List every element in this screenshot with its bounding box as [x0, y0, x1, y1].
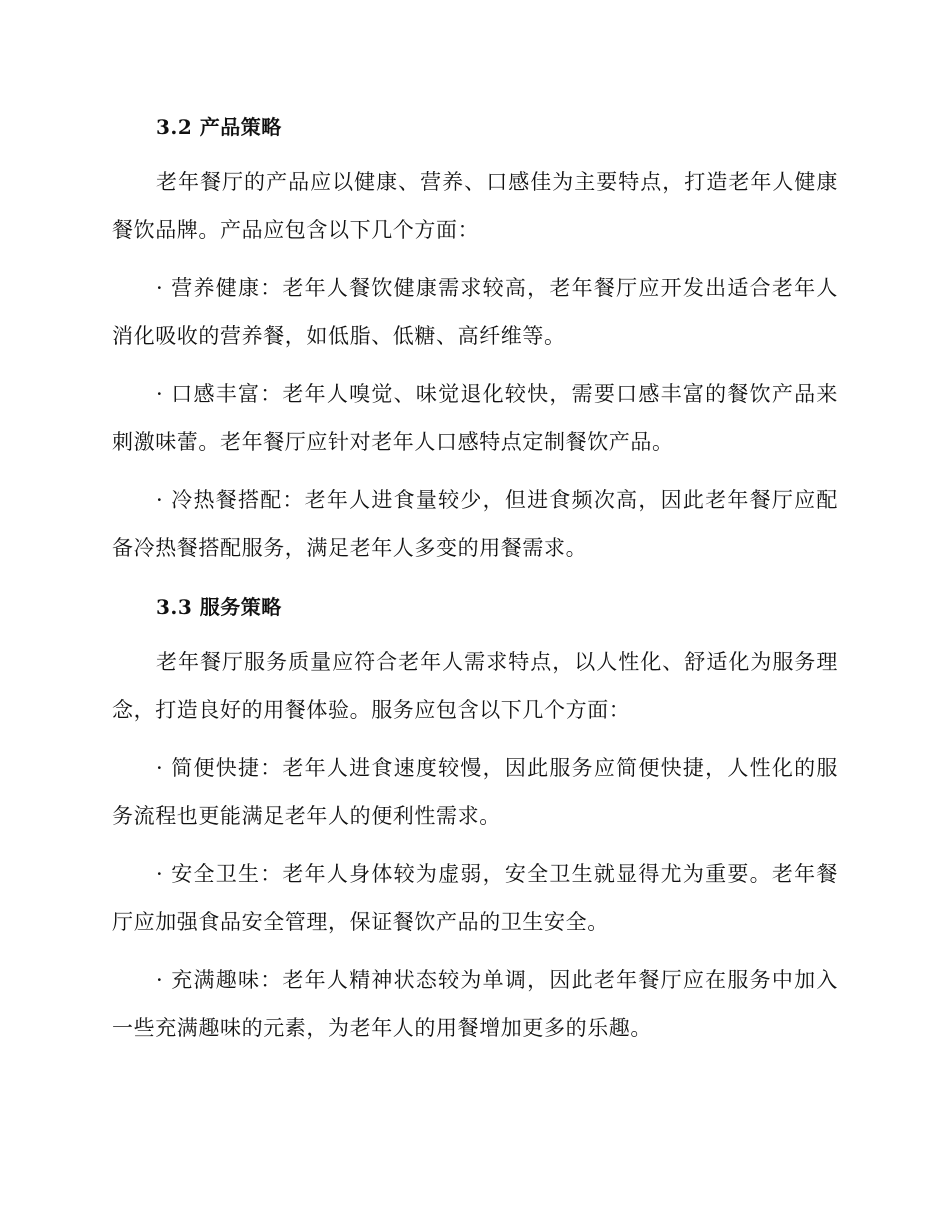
paragraph-bullet: · 安全卫生：老年人身体较为虚弱，安全卫生就显得尤为重要。老年餐厅应加强食品安全管理，保证餐饮产品的卫生安全。	[112, 862, 838, 934]
paragraph-bullet: · 冷热餐搭配：老年人进食量较少，但进食频次高，因此老年餐厅应配备冷热餐搭配服务，满足老年人多变的用餐需求。	[112, 488, 838, 560]
section-product-strategy	[112, 108, 838, 572]
section-heading: 3.2 产品策略	[156, 115, 282, 139]
document-page	[112, 108, 838, 1062]
paragraph-bullet: · 简便快捷：老年人进食速度较慢，因此服务应简便快捷，人性化的服务流程也更能满足老年人的便利性需求。	[112, 756, 838, 828]
paragraph-bullet: · 营养健康：老年人餐饮健康需求较高，老年餐厅应开发出适合老年人消化吸收的营养餐，如低脂、低糖、高纤维等。	[112, 276, 838, 348]
paragraph-bullet: · 充满趣味：老年人精神状态较为单调，因此老年餐厅应在服务中加入一些充满趣味的元素，为老年人的用餐增加更多的乐趣。	[112, 968, 838, 1040]
paragraph-intro: 老年餐厅的产品应以健康、营养、口感佳为主要特点，打造老年人健康餐饮品牌。产品应包含以下几个方面：	[112, 170, 838, 242]
paragraph-bullet: · 口感丰富：老年人嗅觉、味觉退化较快，需要口感丰富的餐饮产品来刺激味蕾。老年餐厅应针对老年人口感特点定制餐饮产品。	[112, 382, 838, 454]
section-heading: 3.3 服务策略	[156, 595, 282, 619]
paragraph-intro: 老年餐厅服务质量应符合老年人需求特点，以人性化、舒适化为服务理念，打造良好的用餐体验。服务应包含以下几个方面：	[112, 650, 838, 722]
section-service-strategy	[112, 588, 838, 1052]
